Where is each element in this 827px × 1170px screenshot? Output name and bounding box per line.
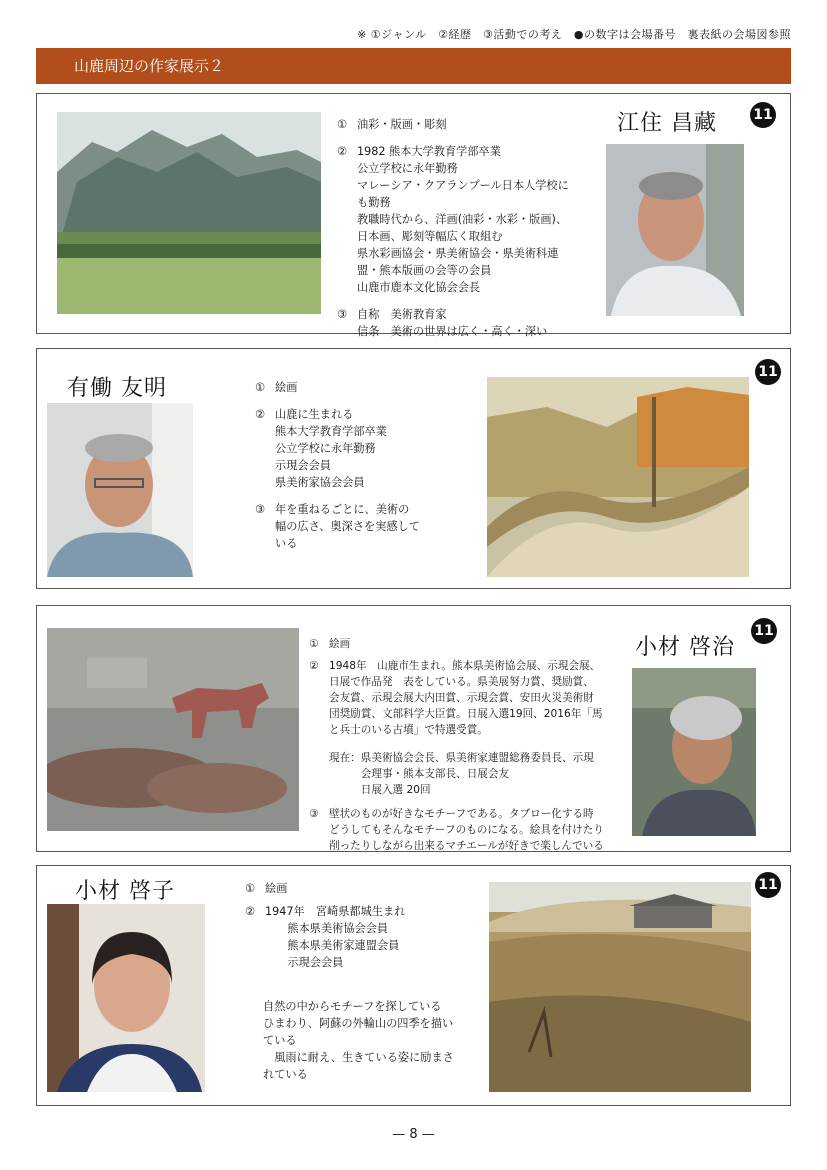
genre-text: 絵画 xyxy=(329,638,351,650)
artist-panel-1 xyxy=(36,93,791,338)
artist-2-portrait xyxy=(47,403,193,577)
page-number: — 8 — xyxy=(392,1127,435,1142)
artist-4-portrait xyxy=(47,904,205,1092)
painting-mountain xyxy=(57,112,321,314)
artist-panel-2 xyxy=(36,348,791,589)
venue-badge: 11 xyxy=(751,618,777,644)
venue-badge: 11 xyxy=(755,872,781,898)
artist-3-portrait xyxy=(632,668,756,836)
painting-horse-wall xyxy=(47,628,299,831)
artist-3-name: 小材 啓治 xyxy=(635,635,735,660)
venue-badge: 11 xyxy=(750,102,776,128)
genre-text: 絵画 xyxy=(265,882,288,895)
artist-2-name: 有働 友明 xyxy=(67,376,167,401)
section-banner: 山鹿周辺の作家展示２ xyxy=(36,48,791,84)
artist-3-text: ① 絵画 ② 1948年 山鹿市生まれ。熊本県美術協会展、示現会展、 日展で作品発 表をしている。県美展努力賞、奨励賞、 会友賞、示現会展大内田賞、示現会賞、安田火災美術財 団奨励賞、文部科学大臣賞。日展入選19回、2016年「馬 と兵士のいる古墳」で特選受賞。 現在：県美術協会会長、県美術家連盟総務委員長、示現 会理事・熊本支部長、日展会友 日展入選 20回 ③ 壁状のものが好きなモチーフである。タブロー化する時 どうしてもそんなモチーフのものになる。絵具を付けたり 削ったりしながら出来るマチエールが好きで楽しんでいる xyxy=(309,636,629,854)
artist-4-thoughts: 自然の中からモチーフを探している ひまわり、阿蘇の外輪山の四季を描い ている 風雨に耐え、生きている姿に励まさ れている xyxy=(263,1000,454,1081)
artist-1-portrait xyxy=(606,144,744,316)
artist-panel-4 xyxy=(36,865,791,1106)
genre-text: 絵画 xyxy=(275,381,298,394)
genre-text: 油彩・版画・彫刻 xyxy=(357,118,447,131)
artist-2-text: ① 絵画 ② 山鹿に生まれる 熊本大学教育学部卒業 公立学校に永年勤務 示現会会員 県美術家協会会員 ③ 年を重ねるごとに、美術の 幅の広さ、奥深さを実感して いる xyxy=(255,379,465,552)
artist-4-name: 小材 啓子 xyxy=(75,879,175,904)
header-note: ※ ①ジャンル ②経歴 ③活動での考え ●の数字は会場番号 裏表紙の会場図参照 xyxy=(357,28,791,41)
artist-4-text: ① 絵画 ② 1947年 宮崎県都城生まれ 熊本県美術協会会員 熊本県美術家連盟会員 示現会会員 xyxy=(245,880,465,971)
artist-1-name: 江住 昌藏 xyxy=(617,111,717,136)
artist-panel-3 xyxy=(36,605,791,852)
venue-badge: 11 xyxy=(755,359,781,385)
painting-grass-field xyxy=(489,882,751,1092)
painting-autumn-path xyxy=(487,377,749,577)
artist-1-text: ① 油彩・版画・彫刻 ② 1982 熊本大学教育学部卒業 公立学校に永年勤務 マレーシア・クアランプール日本人学校に も勤務 教職時代から、洋画(油彩・水彩・版画)、 日本画、彫刻等幅広く取組む 県水彩画協会・県美術協会・県美術科連 盟・熊本版画の会等の会員 山鹿市鹿本文化協会会長 ③ 自称 美術教育家 信条 美術の世界は広く・高く・深い xyxy=(337,118,569,338)
